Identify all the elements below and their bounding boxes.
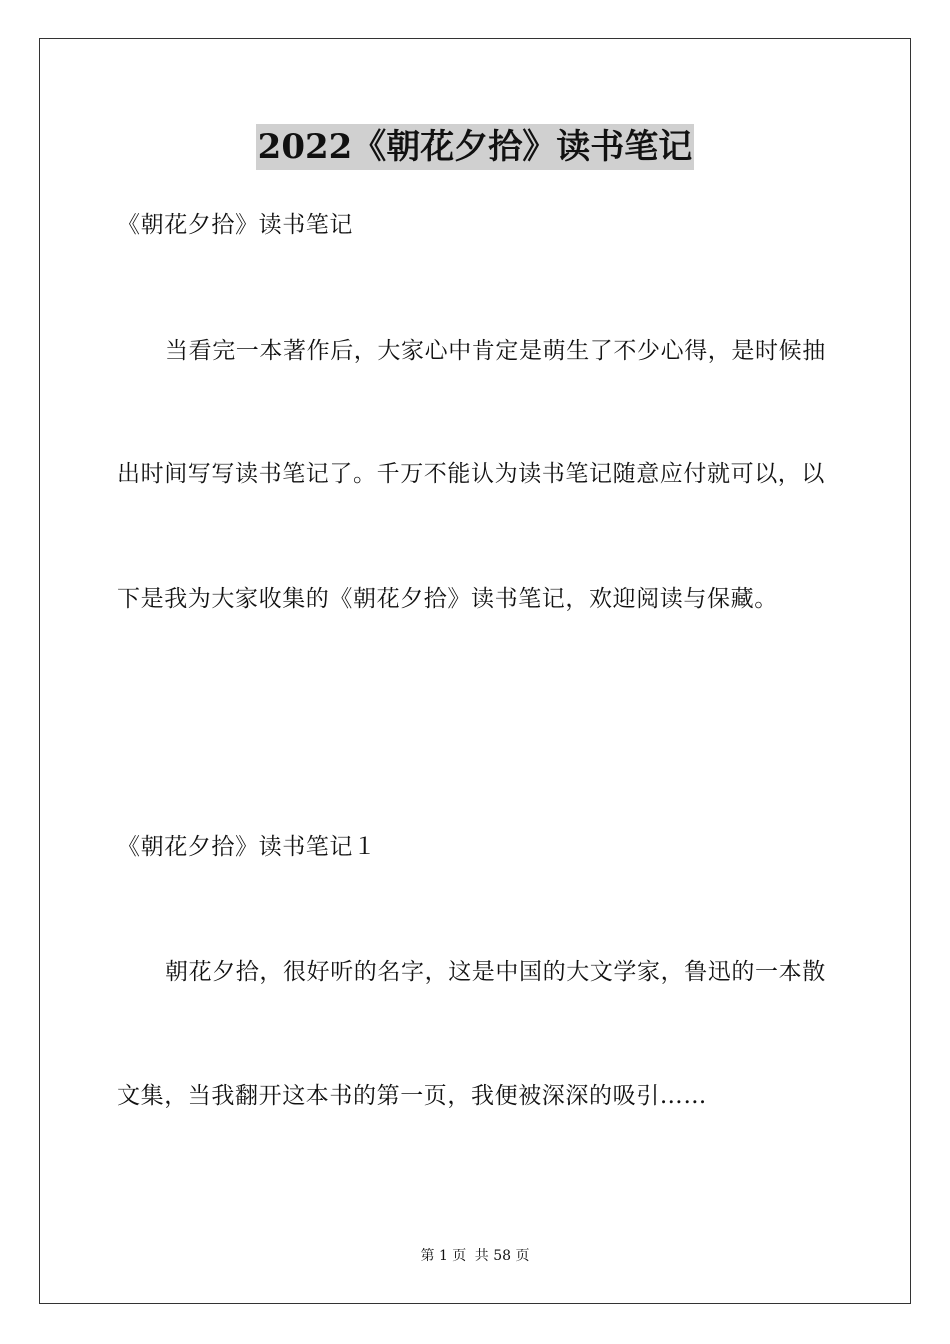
- document-title: 2022《朝花夕拾》读书笔记: [256, 124, 695, 170]
- section-heading: 《朝花夕拾》读书笔记１: [117, 834, 377, 860]
- page-number: 第 1 页: [420, 1248, 467, 1264]
- document-subtitle: 《朝花夕拾》读书笔记: [117, 212, 353, 238]
- section-line-1: 朝花夕拾，很好听的名字，这是中国的大文学家，鲁迅的一本散: [165, 959, 826, 985]
- intro-line-3: 下是我为大家收集的《朝花夕拾》读书笔记，欢迎阅读与保藏。: [117, 586, 778, 612]
- section-line-2: 文集，当我翻开这本书的第一页，我便被深深的吸引……: [117, 1083, 707, 1109]
- title-container: [0, 124, 950, 170]
- page-total: 共 58 页: [474, 1248, 530, 1264]
- page-footer: [0, 1247, 950, 1265]
- intro-line-2: 出时间写写读书笔记了。千万不能认为读书笔记随意应付就可以，以: [117, 461, 825, 487]
- intro-line-1: 当看完一本著作后，大家心中肯定是萌生了不少心得，是时候抽: [165, 338, 826, 364]
